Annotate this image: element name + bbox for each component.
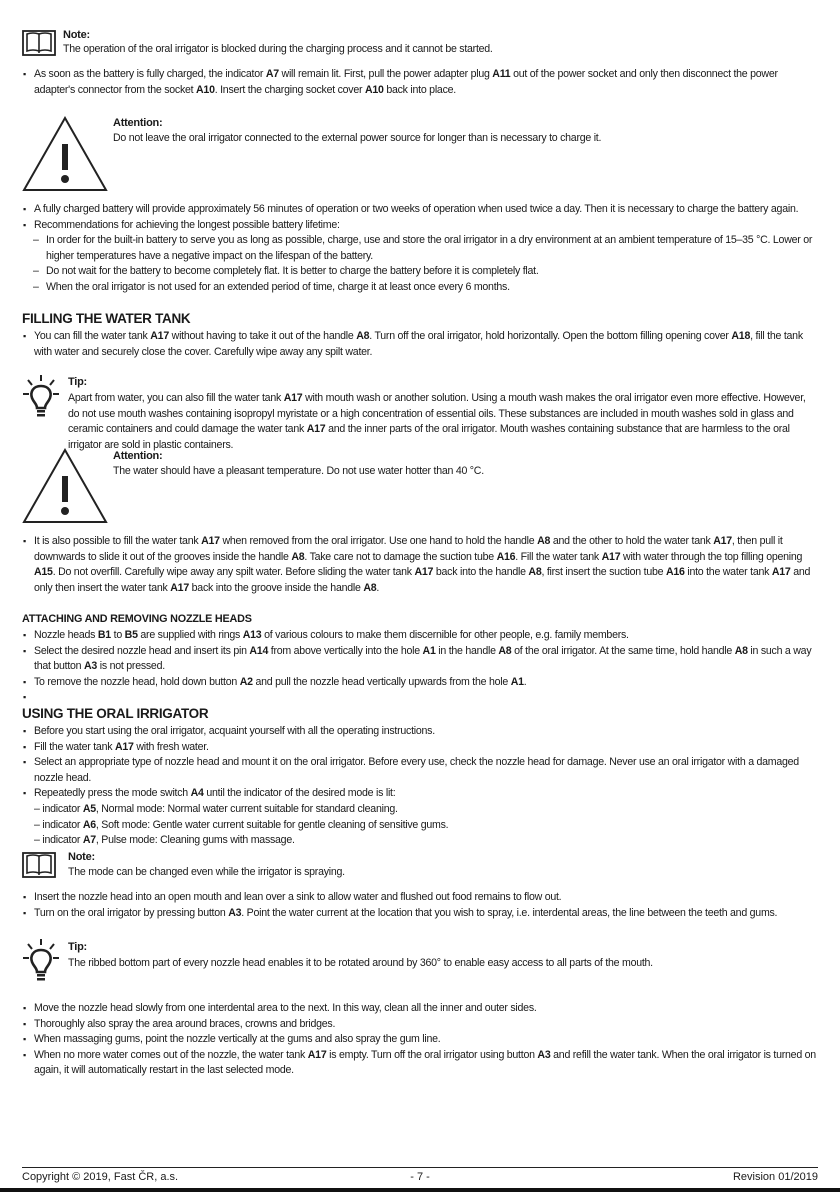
dash-item: – Do not wait for the battery to become completely flat. It is better to charge the battery before it is completely flat. [22, 264, 818, 280]
bullet-item: ▪ When massaging gums, point the nozzle vertically at the gums and also spray the gum line. [22, 1032, 818, 1048]
footer-divider [22, 1167, 818, 1168]
note-text: The operation of the oral irrigator is blocked during the charging process and it cannot be started. [63, 43, 493, 55]
note-text: The mode can be changed even while the irrigator is spraying. [68, 866, 345, 878]
tip-label: Tip: [68, 941, 87, 953]
bullet-item [22, 690, 818, 706]
footer-copyright: Copyright © 2019, Fast ČR, a.s. [22, 1171, 179, 1183]
dash-item: – When the oral irrigator is not used for an extended period of time, charge it at least once every 6 months. [22, 280, 818, 296]
bullet-item: ▪ Move the nozzle head slowly from one interdental area to the next. In this way, clean all the inner and outer sides. [22, 1001, 818, 1017]
lightbulb-icon [22, 938, 60, 984]
battery-section [22, 202, 818, 296]
tip-label: Tip: [68, 376, 87, 388]
bullet-item: ▪ Turn on the oral irrigator by pressing button A3. Point the water current at the location that you wish to spray, i.e. interdental areas, the line between the teeth and gums. [22, 906, 818, 922]
insert-section [22, 890, 818, 921]
bullet-item: ▪ To remove the nozzle head, hold down button A2 and pull the nozzle head vertically upwards from the hole A1. [22, 675, 818, 691]
bullet-item: ▪ A fully charged battery will provide approximately 56 minutes of operation or two weeks of operation when used twice a day. Then it is necessary to charge the battery again. [22, 202, 818, 218]
section-heading-using: USING THE ORAL IRRIGATOR [22, 706, 209, 721]
bullet-item: ▪ Fill the water tank A17 with fresh water. [22, 740, 818, 756]
bullet-item: ▪ When no more water comes out of the nozzle, the water tank A17 is empty. Turn off the oral irrigator using button A3 and refill the water tank. When the oral irrigator is turned on again, it will automatically restart in the last selected mode. [22, 1048, 818, 1079]
bullet-item: ▪ Recommendations for achieving the longest possible battery lifetime: [22, 218, 818, 234]
bullet-item: ▪ Select the desired nozzle head and insert its pin A14 from above vertically into the hole A1 in the handle A8 of the oral irrigator. At the same time, hold handle A8 in such a way that button A3 is not pressed. [22, 644, 818, 675]
bullet-item: ▪ You can fill the water tank A17 without having to take it out of the handle A8. Turn off the oral irrigator, hold horizontally. Open the bottom filling opening cover A18, fill the tank with water and securely close the cover. Carefully wipe away any spilt water. [22, 329, 818, 360]
removed-paragraph [22, 534, 818, 596]
dash-item: – In order for the built-in battery to serve you as long as possible, charge, use and store the oral irrigator in a dry environment at an ambient temperature of 15–35 °C. Lower or higher temperatures have a negative impact on the lifespan of the battery. [22, 233, 818, 264]
bullet-item: ▪ Nozzle heads B1 to B5 are supplied with rings A13 of various colours to make them discernible for other people, e.g. family members. [22, 628, 818, 644]
page-bottom-border [0, 1188, 840, 1192]
charged-paragraph [22, 67, 818, 98]
final-section [22, 1001, 818, 1079]
footer-page-number: - 7 - [410, 1171, 430, 1183]
using-section [22, 724, 818, 849]
note-label: Note: [63, 29, 90, 41]
book-icon [22, 850, 56, 878]
bullet-item: ▪ Insert the nozzle head into an open mouth and lean over a sink to allow water and flushed out food remains to flow out. [22, 890, 818, 906]
warning-triangle-icon [22, 116, 108, 192]
attention-text: The water should have a pleasant temperature. Do not use water hotter than 40 °C. [113, 465, 484, 477]
mode-item: – indicator A7, Pulse mode: Cleaning gums with massage. [34, 834, 295, 847]
mode-item: – indicator A6, Soft mode: Gentle water current suitable for gentle cleaning of sensitive gums. [34, 818, 449, 831]
bullet-item: ▪ As soon as the battery is fully charged, the indicator A7 will remain lit. First, pull the power adapter plug A11 out of the power socket and only then disconnect the power adapter's connector from the socket A10. Insert the charging socket cover A10 back into place. [22, 67, 818, 98]
filling-paragraph [22, 329, 818, 360]
section-heading-filling: FILLING THE WATER TANK [22, 311, 191, 326]
section-heading-nozzle: ATTACHING AND REMOVING NOZZLE HEADS [22, 613, 252, 625]
bullet-item: ▪ Thoroughly also spray the area around braces, crowns and bridges. [22, 1017, 818, 1033]
note-label: Note: [68, 851, 95, 863]
book-icon [22, 28, 56, 56]
attention-label: Attention: [113, 117, 163, 129]
bullet-item: ▪ Repeatedly press the mode switch A4 until the indicator of the desired mode is lit: [22, 786, 818, 802]
nozzle-section [22, 628, 818, 706]
bullet-item: ▪ Before you start using the oral irrigator, acquaint yourself with all the operating instructions. [22, 724, 818, 740]
mode-item: – indicator A5, Normal mode: Normal water current suitable for standard cleaning. [34, 802, 398, 815]
footer-revision: Revision 01/2019 [732, 1171, 818, 1183]
attention-text: Do not leave the oral irrigator connected to the external power source for longer than is necessary to charge it. [113, 132, 602, 144]
lightbulb-icon [22, 374, 60, 420]
warning-triangle-icon [22, 448, 108, 524]
bullet-item: ▪ Select an appropriate type of nozzle head and mount it on the oral irrigator. Before every use, check the nozzle head for damage. Never use an oral irrigator with a damaged nozzle head. [22, 755, 818, 786]
bullet-item: ▪ It is also possible to fill the water tank A17 when removed from the oral irrigator. Use one hand to hold the handle A8 and the other to hold the water tank A17, then pull it downwards to slide it out of the grooves inside the handle A8. Take care not to damage the suction tube A16. Fill the water tank A17 with water through the top filling opening A15. Do not overfill. Carefully wipe away any spilt water. Before sliding the water tank A17 back into the handle A8, first insert the suction tube A16 into the water tank A17 and only then insert the water tank A17 back into the groove inside the handle A8. [22, 534, 818, 596]
attention-label: Attention: [113, 450, 163, 462]
tip-text: The ribbed bottom part of every nozzle head enables it to be rotated around by 360° to enable easy access to all parts of the mouth. [68, 957, 653, 969]
tip-text: Apart from water, you can also fill the water tank A17 with mouth wash or another solution. Using a mouth wash makes the oral irrigator even more effective. However, do not use mouth washes containing isopropyl myristate or a high concentration of essential oils. These substances are included in mouth washes sold in glass and ceramic containers and could damage the water tank A17 and the inner parts of the oral irrigator. Mouth washes containing substance that are harmless to the oral irrigator are sold in plastic containers. [68, 392, 806, 451]
